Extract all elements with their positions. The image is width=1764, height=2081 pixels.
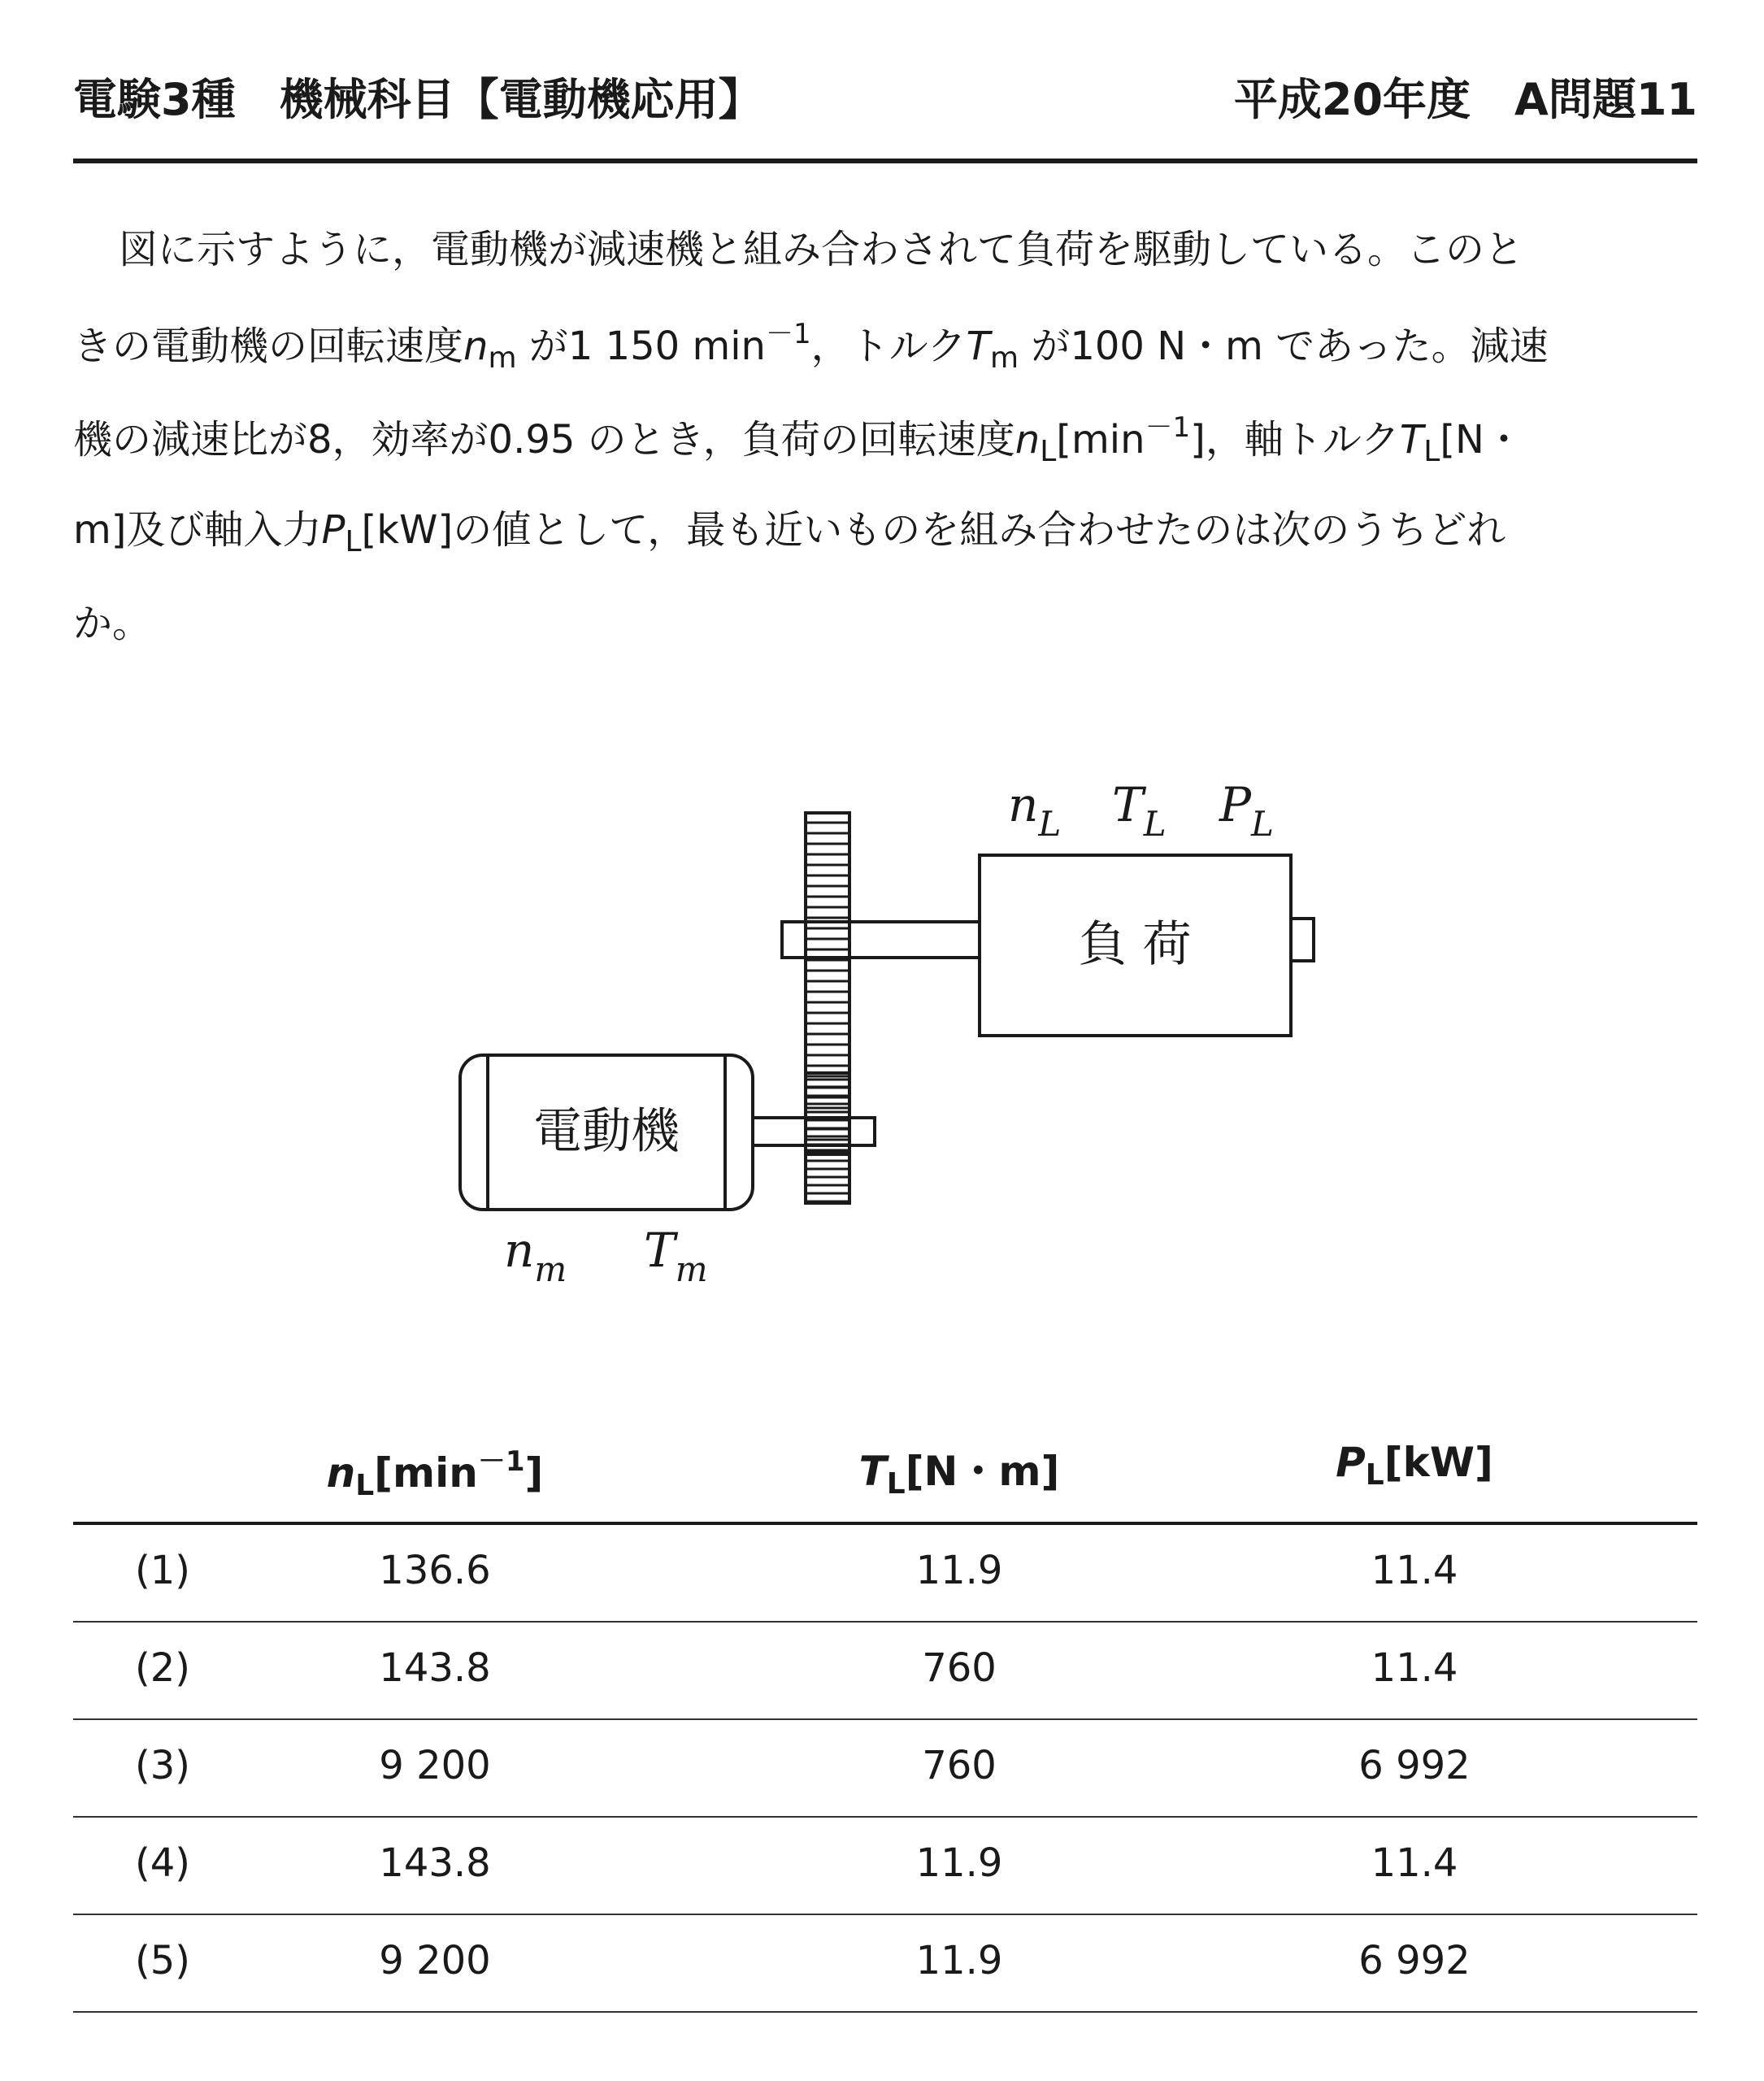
table-header bbox=[73, 1439, 1697, 1502]
q-text: が100 N・m であった。減速 bbox=[1019, 324, 1549, 369]
q-subscript: L bbox=[1040, 435, 1057, 468]
page-header bbox=[73, 65, 1697, 130]
table-row bbox=[73, 1623, 1697, 1704]
q-subscript: L bbox=[345, 525, 362, 558]
load-label: 負 荷 bbox=[1078, 916, 1192, 973]
sub: L bbox=[1251, 804, 1274, 844]
h-subscript: L bbox=[1365, 1458, 1384, 1492]
cell-nl: 9 200 bbox=[379, 1743, 491, 1788]
cell-pl: 11.4 bbox=[1371, 1645, 1458, 1691]
q-text: [N・ bbox=[1440, 417, 1523, 463]
sub: L bbox=[1038, 804, 1062, 844]
q-symbol: T bbox=[1399, 417, 1424, 463]
motor-label: 電動機 bbox=[533, 1103, 680, 1160]
cell-pl: 6 992 bbox=[1358, 1743, 1471, 1788]
h-symbol: n bbox=[326, 1449, 356, 1497]
table-row bbox=[73, 1818, 1697, 1899]
load-shaft-stub bbox=[1291, 919, 1314, 961]
h-unit-tail: ] bbox=[524, 1449, 544, 1497]
header-pl bbox=[1284, 1439, 1545, 1492]
h-unit: [kW] bbox=[1384, 1439, 1493, 1486]
option-label: (2) bbox=[135, 1645, 190, 1691]
cell-pl: 11.4 bbox=[1371, 1840, 1458, 1886]
subject-title: 電験3種 機械科目【電動機応用】 bbox=[73, 74, 763, 125]
option-label: (5) bbox=[135, 1938, 190, 1983]
h-subscript: L bbox=[886, 1467, 906, 1501]
motor-gear-load-diagram bbox=[406, 764, 1382, 1333]
question-line-4 bbox=[73, 498, 1505, 558]
h-subscript: L bbox=[355, 1469, 375, 1502]
q-subscript: m bbox=[989, 341, 1019, 375]
exam-year-title: 平成20年度 A問題11 bbox=[1233, 74, 1697, 125]
sub: m bbox=[534, 1249, 567, 1289]
cell-pl: 11.4 bbox=[1371, 1548, 1458, 1593]
label-pl bbox=[1219, 777, 1274, 844]
q-text: 機の減速比が8，効率が0.95 のとき，負荷の回転速度 bbox=[73, 417, 1015, 463]
sym: n bbox=[504, 1223, 535, 1278]
cell-nl: 136.6 bbox=[379, 1548, 491, 1593]
cell-tl: 760 bbox=[922, 1645, 997, 1691]
h-unit: [N・m] bbox=[905, 1448, 1060, 1495]
question-line-2 bbox=[73, 311, 1549, 375]
cell-nl: 143.8 bbox=[379, 1840, 491, 1886]
table-row bbox=[73, 1525, 1697, 1606]
q-subscript: m bbox=[488, 341, 517, 375]
h-superscript: －1 bbox=[477, 1445, 525, 1478]
header-divider bbox=[73, 159, 1697, 163]
q-text: [kW]の値として，最も近いものを組み合わせたのは次のうちどれ bbox=[361, 507, 1506, 553]
question-line-5: か。 bbox=[73, 601, 152, 646]
q-symbol: n bbox=[1015, 417, 1041, 463]
option-label: (3) bbox=[135, 1743, 190, 1788]
q-text: が1 150 min bbox=[516, 324, 766, 369]
cell-tl: 760 bbox=[922, 1743, 997, 1788]
table-bottom-rule bbox=[73, 2011, 1697, 2013]
question-line-3 bbox=[73, 405, 1523, 468]
q-superscript: －1 bbox=[1145, 411, 1191, 444]
cell-tl: 11.9 bbox=[915, 1840, 1003, 1886]
sym: T bbox=[1112, 777, 1144, 832]
table-row bbox=[73, 1720, 1697, 1801]
table-row bbox=[73, 1915, 1697, 1996]
cell-tl: 11.9 bbox=[915, 1938, 1003, 1983]
option-label: (4) bbox=[135, 1840, 190, 1886]
label-nl bbox=[1008, 777, 1061, 844]
q-text: ]，軸トルク bbox=[1190, 417, 1400, 463]
cell-pl: 6 992 bbox=[1358, 1938, 1471, 1983]
cell-tl: 11.9 bbox=[915, 1548, 1003, 1593]
sub: L bbox=[1143, 804, 1167, 844]
sym: n bbox=[1008, 777, 1039, 832]
sub: m bbox=[675, 1249, 708, 1289]
small-gear bbox=[806, 1073, 849, 1203]
label-nm bbox=[504, 1223, 567, 1289]
label-tm bbox=[644, 1223, 708, 1289]
q-text: ，トルク bbox=[810, 324, 967, 369]
q-subscript: L bbox=[1423, 435, 1440, 468]
q-text: m]及び軸入力 bbox=[73, 507, 322, 553]
q-symbol: T bbox=[966, 324, 990, 369]
cell-nl: 143.8 bbox=[379, 1645, 491, 1691]
q-text: [min bbox=[1056, 417, 1145, 463]
q-text: きの電動機の回転速度 bbox=[73, 324, 464, 369]
label-tl bbox=[1112, 777, 1167, 844]
option-label: (1) bbox=[135, 1548, 190, 1593]
motor-shaft bbox=[753, 1118, 875, 1145]
q-symbol: P bbox=[321, 507, 345, 553]
h-unit: [min bbox=[374, 1449, 478, 1497]
sym: P bbox=[1219, 777, 1252, 832]
header-nl bbox=[268, 1439, 602, 1502]
question-line-1: 図に示すように，電動機が減速機と組み合わされて負荷を駆動している。このと bbox=[119, 227, 1524, 272]
sym: T bbox=[644, 1223, 676, 1278]
h-symbol: P bbox=[1336, 1439, 1366, 1486]
q-superscript: －1 bbox=[765, 318, 811, 350]
h-symbol: T bbox=[858, 1448, 887, 1495]
header-tl bbox=[748, 1439, 1171, 1501]
q-symbol: n bbox=[463, 324, 489, 369]
cell-nl: 9 200 bbox=[379, 1938, 491, 1983]
